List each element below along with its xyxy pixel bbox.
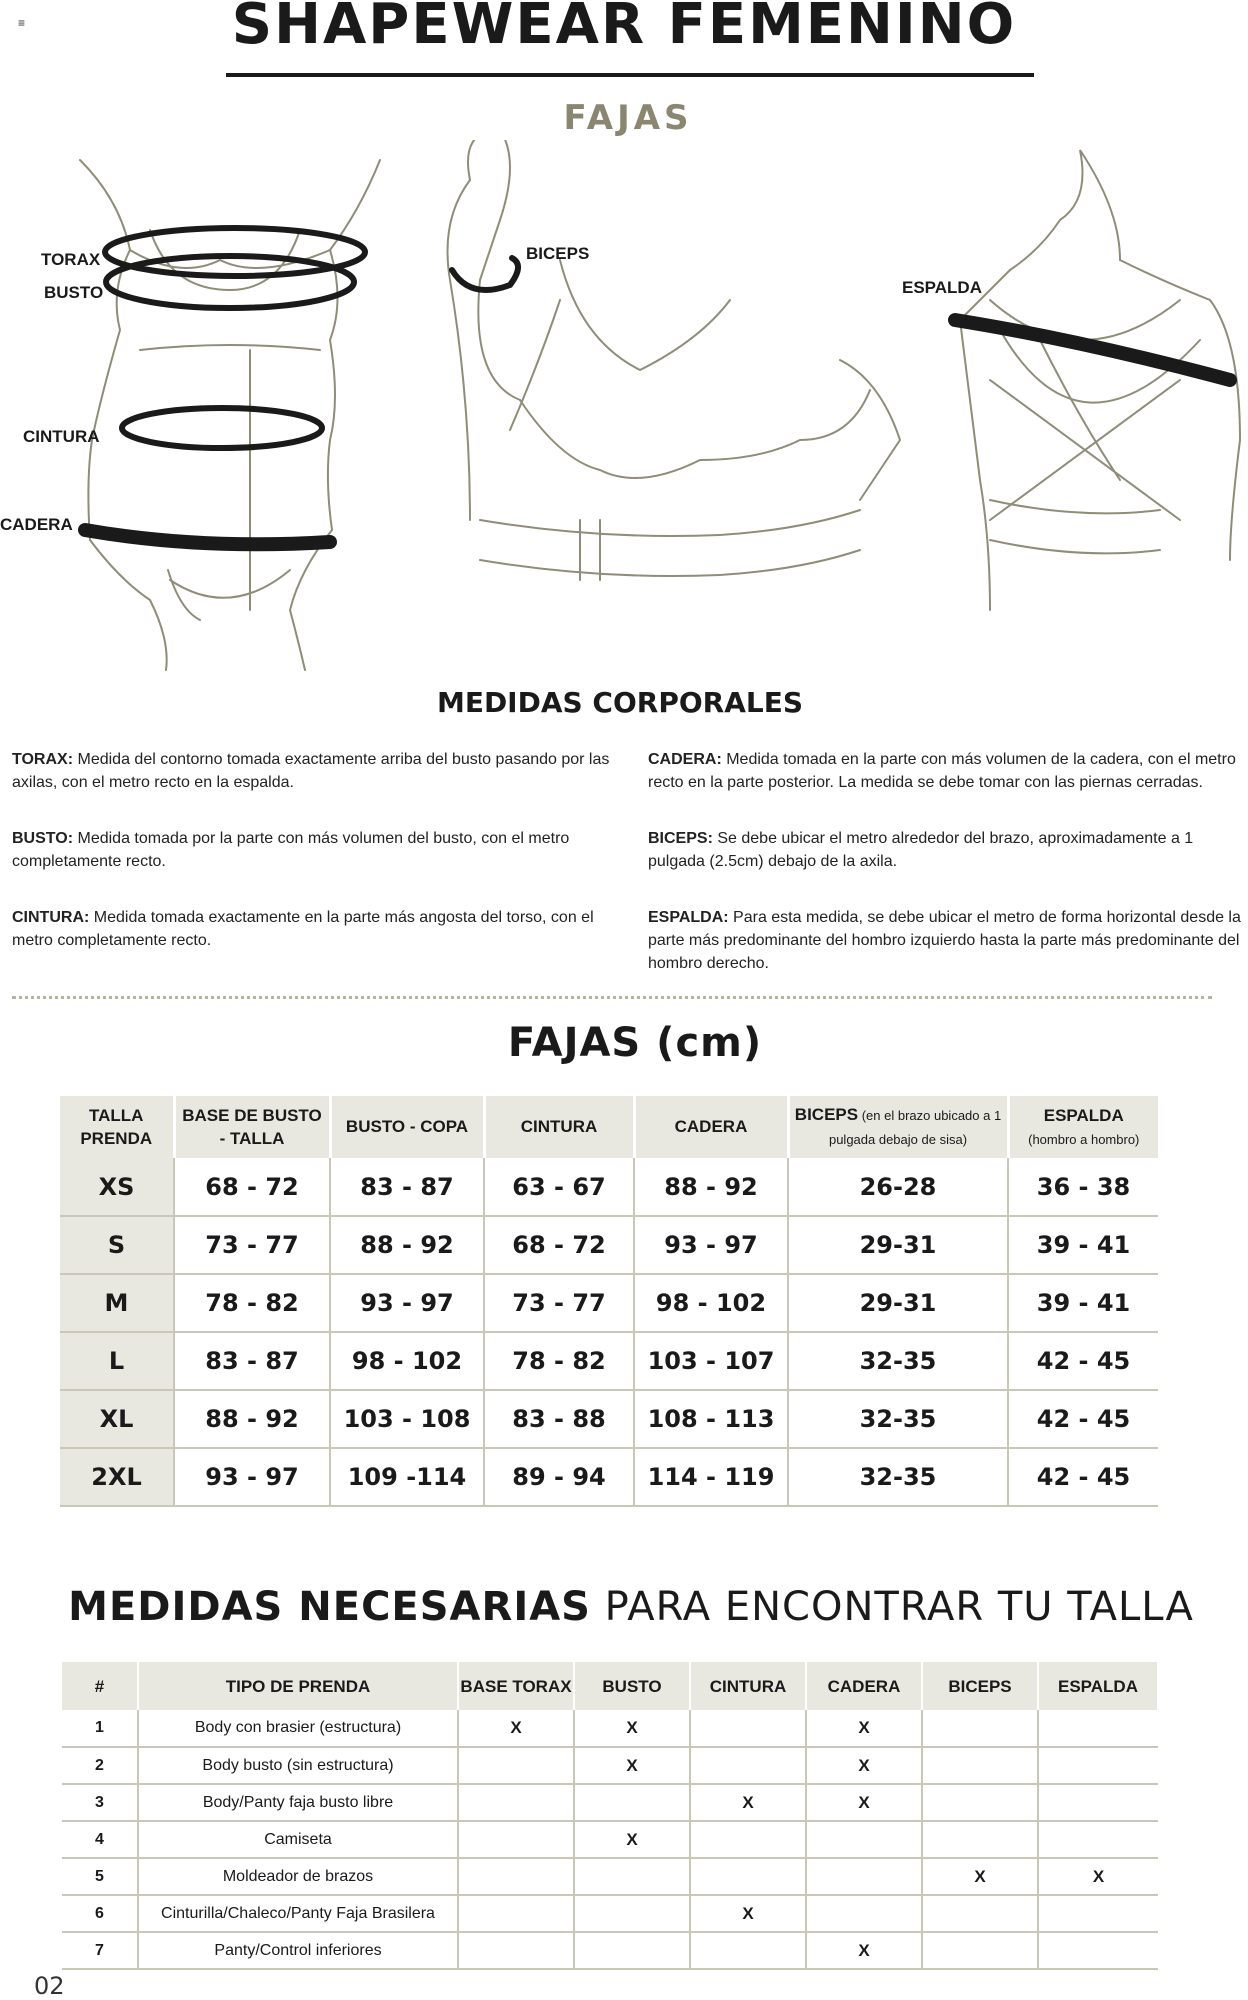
table-cell: 83 - 87 — [330, 1158, 484, 1216]
table-cell — [458, 1821, 574, 1858]
table-cell: 88 - 92 — [634, 1158, 788, 1216]
table-cell — [1038, 1784, 1158, 1821]
body-illustrations — [0, 140, 1248, 680]
table-cell — [922, 1747, 1038, 1784]
table-cell: 42 - 45 — [1008, 1448, 1158, 1506]
table-cell: 2XL — [60, 1448, 174, 1506]
table-cell: 68 - 72 — [484, 1216, 634, 1274]
measuring-tapes — [85, 228, 1230, 544]
corner-mark: ≡ — [18, 16, 26, 30]
table-cell — [922, 1710, 1038, 1747]
table-row — [60, 1216, 1158, 1274]
table-cell: 39 - 41 — [1008, 1274, 1158, 1332]
header-busto: BUSTO — [574, 1662, 690, 1710]
table-row — [60, 1448, 1158, 1506]
table-cell: XL — [60, 1390, 174, 1448]
table-cell — [690, 1710, 806, 1747]
measurement-diagram — [0, 140, 1248, 680]
header-espalda: ESPALDA — [1038, 1662, 1158, 1710]
label-torax: TORAX — [41, 250, 101, 269]
table-cell: 93 - 97 — [634, 1216, 788, 1274]
table-cell: X — [574, 1710, 690, 1747]
garment-name: Body con brasier (estructura) — [138, 1710, 458, 1747]
size-table — [60, 1096, 1158, 1507]
table-cell: 78 - 82 — [174, 1274, 330, 1332]
table-cell: 42 - 45 — [1008, 1390, 1158, 1448]
row-number: 7 — [62, 1932, 138, 1969]
table-cell: 88 - 92 — [174, 1390, 330, 1448]
table-cell: X — [574, 1821, 690, 1858]
table-cell — [806, 1858, 922, 1895]
table-row — [62, 1784, 1158, 1821]
table-cell: X — [806, 1747, 922, 1784]
table-cell: X — [806, 1932, 922, 1969]
header-base-busto: BASE DE BUSTO - TALLA — [174, 1096, 330, 1158]
table-cell: 103 - 108 — [330, 1390, 484, 1448]
table-row — [60, 1390, 1158, 1448]
table-cell — [1038, 1747, 1158, 1784]
table-cell — [806, 1895, 922, 1932]
table-cell: 103 - 107 — [634, 1332, 788, 1390]
table-cell: X — [922, 1858, 1038, 1895]
garment-name: Cinturilla/Chaleco/Panty Faja Brasilera — [138, 1895, 458, 1932]
table-cell: X — [690, 1784, 806, 1821]
header-number: # — [62, 1662, 138, 1710]
table-cell: X — [806, 1710, 922, 1747]
needs-table — [62, 1662, 1159, 1970]
espalda-tape — [955, 320, 1230, 380]
table-cell — [690, 1747, 806, 1784]
table-cell — [574, 1895, 690, 1932]
label-cintura: CINTURA — [23, 427, 100, 446]
table-cell — [458, 1784, 574, 1821]
page-number: 02 — [34, 1972, 65, 2000]
table-cell: 93 - 97 — [174, 1448, 330, 1506]
needs-table-header-row — [62, 1662, 1158, 1710]
header-cadera: CADERA — [806, 1662, 922, 1710]
label-cadera: CADERA — [0, 515, 73, 534]
table-cell — [1038, 1710, 1158, 1747]
table-cell — [458, 1895, 574, 1932]
table-row — [62, 1932, 1158, 1969]
table-cell — [574, 1784, 690, 1821]
table-cell — [574, 1932, 690, 1969]
table-cell: 98 - 102 — [634, 1274, 788, 1332]
header-busto-copa: BUSTO - COPA — [330, 1096, 484, 1158]
table-cell — [1038, 1932, 1158, 1969]
table-cell: 26-28 — [788, 1158, 1008, 1216]
size-table-header-row — [60, 1096, 1158, 1158]
table-cell: X — [574, 1747, 690, 1784]
table-cell: 98 - 102 — [330, 1332, 484, 1390]
table-row — [62, 1858, 1158, 1895]
title-rule — [226, 73, 1034, 77]
table-cell: 36 - 38 — [1008, 1158, 1158, 1216]
definition-torax: TORAX: Medida del contorno tomada exactamente arriba del busto pasando por las axilas, con el metro recto en la espalda. — [12, 751, 610, 791]
row-number: 6 — [62, 1895, 138, 1932]
garment-name: Panty/Control inferiores — [138, 1932, 458, 1969]
table-cell: M — [60, 1274, 174, 1332]
definition-cintura: CINTURA: Medida tomada exactamente en la parte más angosta del torso, con el metro completamente recto. — [12, 909, 594, 949]
table-cell: 39 - 41 — [1008, 1216, 1158, 1274]
header-cadera: CADERA — [634, 1096, 788, 1158]
table-cell: 83 - 87 — [174, 1332, 330, 1390]
medidas-heading: MEDIDAS CORPORALES — [436, 686, 804, 719]
table-cell: 78 - 82 — [484, 1332, 634, 1390]
table-cell — [690, 1821, 806, 1858]
table-cell: X — [806, 1784, 922, 1821]
header-cintura: CINTURA — [484, 1096, 634, 1158]
table-row — [60, 1274, 1158, 1332]
header-biceps: BICEPS (en el brazo ubicado a 1 pulgada debajo de sisa) — [788, 1096, 1008, 1158]
table-cell: X — [690, 1895, 806, 1932]
table-cell: 29-31 — [788, 1274, 1008, 1332]
page-subtitle: FAJAS — [563, 98, 693, 138]
table-cell — [458, 1932, 574, 1969]
definition-biceps: BICEPS: Se debe ubicar el metro alrededor del brazo, aproximadamente a 1 pulgada (2.5cm) debajo de la axila. — [648, 830, 1194, 870]
table-cell — [690, 1858, 806, 1895]
table-row — [62, 1821, 1158, 1858]
definition-busto: BUSTO: Medida tomada por la parte con más volumen del busto, con el metro completamente recto. — [12, 830, 570, 870]
table-cell: S — [60, 1216, 174, 1274]
table-cell: 109 -114 — [330, 1448, 484, 1506]
table-cell — [806, 1821, 922, 1858]
garment-name: Body/Panty faja busto libre — [138, 1784, 458, 1821]
back-figure — [960, 150, 1240, 610]
table-cell — [922, 1821, 1038, 1858]
definition-espalda: ESPALDA: Para esta medida, se debe ubicar el metro de forma horizontal desde la parte más predominante del hombro izquierdo hasta la parte más predominante del hombro derecho. — [648, 909, 1241, 972]
label-espalda: ESPALDA — [902, 278, 982, 297]
header-base-torax: BASE TORAX — [458, 1662, 574, 1710]
dotted-divider — [12, 996, 1212, 999]
definition-cadera: CADERA: Medida tomada en la parte con más volumen de la cadera, con el metro recto en la parte posterior. La medida se debe tomar con las piernas cerradas. — [648, 751, 1236, 791]
table-cell: 32-35 — [788, 1332, 1008, 1390]
table-cell: L — [60, 1332, 174, 1390]
table-cell: 29-31 — [788, 1216, 1008, 1274]
row-number: 4 — [62, 1821, 138, 1858]
header-espalda: ESPALDA (hombro a hombro) — [1008, 1096, 1158, 1158]
table-row — [60, 1332, 1158, 1390]
table-cell — [690, 1932, 806, 1969]
table-cell: 32-35 — [788, 1448, 1008, 1506]
table-cell: 89 - 94 — [484, 1448, 634, 1506]
row-number: 3 — [62, 1784, 138, 1821]
table-cell: 73 - 77 — [484, 1274, 634, 1332]
table-cell: 83 - 88 — [484, 1390, 634, 1448]
table-row — [60, 1158, 1158, 1216]
definitions-left — [12, 748, 612, 985]
table-cell: 73 - 77 — [174, 1216, 330, 1274]
table-cell: 93 - 97 — [330, 1274, 484, 1332]
table-cell: 68 - 72 — [174, 1158, 330, 1216]
table-cell — [922, 1784, 1038, 1821]
table-cell: X — [1038, 1858, 1158, 1895]
header-talla: TALLA PRENDA — [60, 1096, 174, 1158]
header-cintura: CINTURA — [690, 1662, 806, 1710]
table-row — [62, 1747, 1158, 1784]
size-table-heading: FAJAS (cm) — [507, 1020, 763, 1066]
row-number: 2 — [62, 1747, 138, 1784]
table-cell: 88 - 92 — [330, 1216, 484, 1274]
table-cell — [574, 1858, 690, 1895]
table-cell — [922, 1932, 1038, 1969]
table-cell — [922, 1895, 1038, 1932]
torso-arms-figure — [448, 140, 901, 580]
cadera-tape — [85, 530, 330, 544]
table-cell: 114 - 119 — [634, 1448, 788, 1506]
page-title: SHAPEWEAR FEMENINO — [231, 0, 1017, 57]
garment-name: Moldeador de brazos — [138, 1858, 458, 1895]
header-tipo-prenda: TIPO DE PRENDA — [138, 1662, 458, 1710]
row-number: 1 — [62, 1710, 138, 1747]
label-busto: BUSTO — [44, 283, 104, 302]
table-cell — [1038, 1895, 1158, 1932]
table-cell — [458, 1858, 574, 1895]
table-cell — [458, 1747, 574, 1784]
table-row — [62, 1895, 1158, 1932]
table-cell: 108 - 113 — [634, 1390, 788, 1448]
table-cell: 63 - 67 — [484, 1158, 634, 1216]
header-biceps: BICEPS — [922, 1662, 1038, 1710]
garment-name: Camiseta — [138, 1821, 458, 1858]
needs-table-heading: MEDIDAS NECESARIAS PARA ENCONTRAR TU TALLA — [68, 1584, 1194, 1630]
table-cell: XS — [60, 1158, 174, 1216]
table-cell — [1038, 1821, 1158, 1858]
table-cell: 32-35 — [788, 1390, 1008, 1448]
garment-name: Body busto (sin estructura) — [138, 1747, 458, 1784]
table-cell: 42 - 45 — [1008, 1332, 1158, 1390]
table-row — [62, 1710, 1158, 1747]
table-cell: X — [458, 1710, 574, 1747]
definitions-right — [648, 748, 1248, 1008]
cintura-tape — [122, 408, 322, 448]
label-biceps: BICEPS — [526, 244, 590, 263]
row-number: 5 — [62, 1858, 138, 1895]
